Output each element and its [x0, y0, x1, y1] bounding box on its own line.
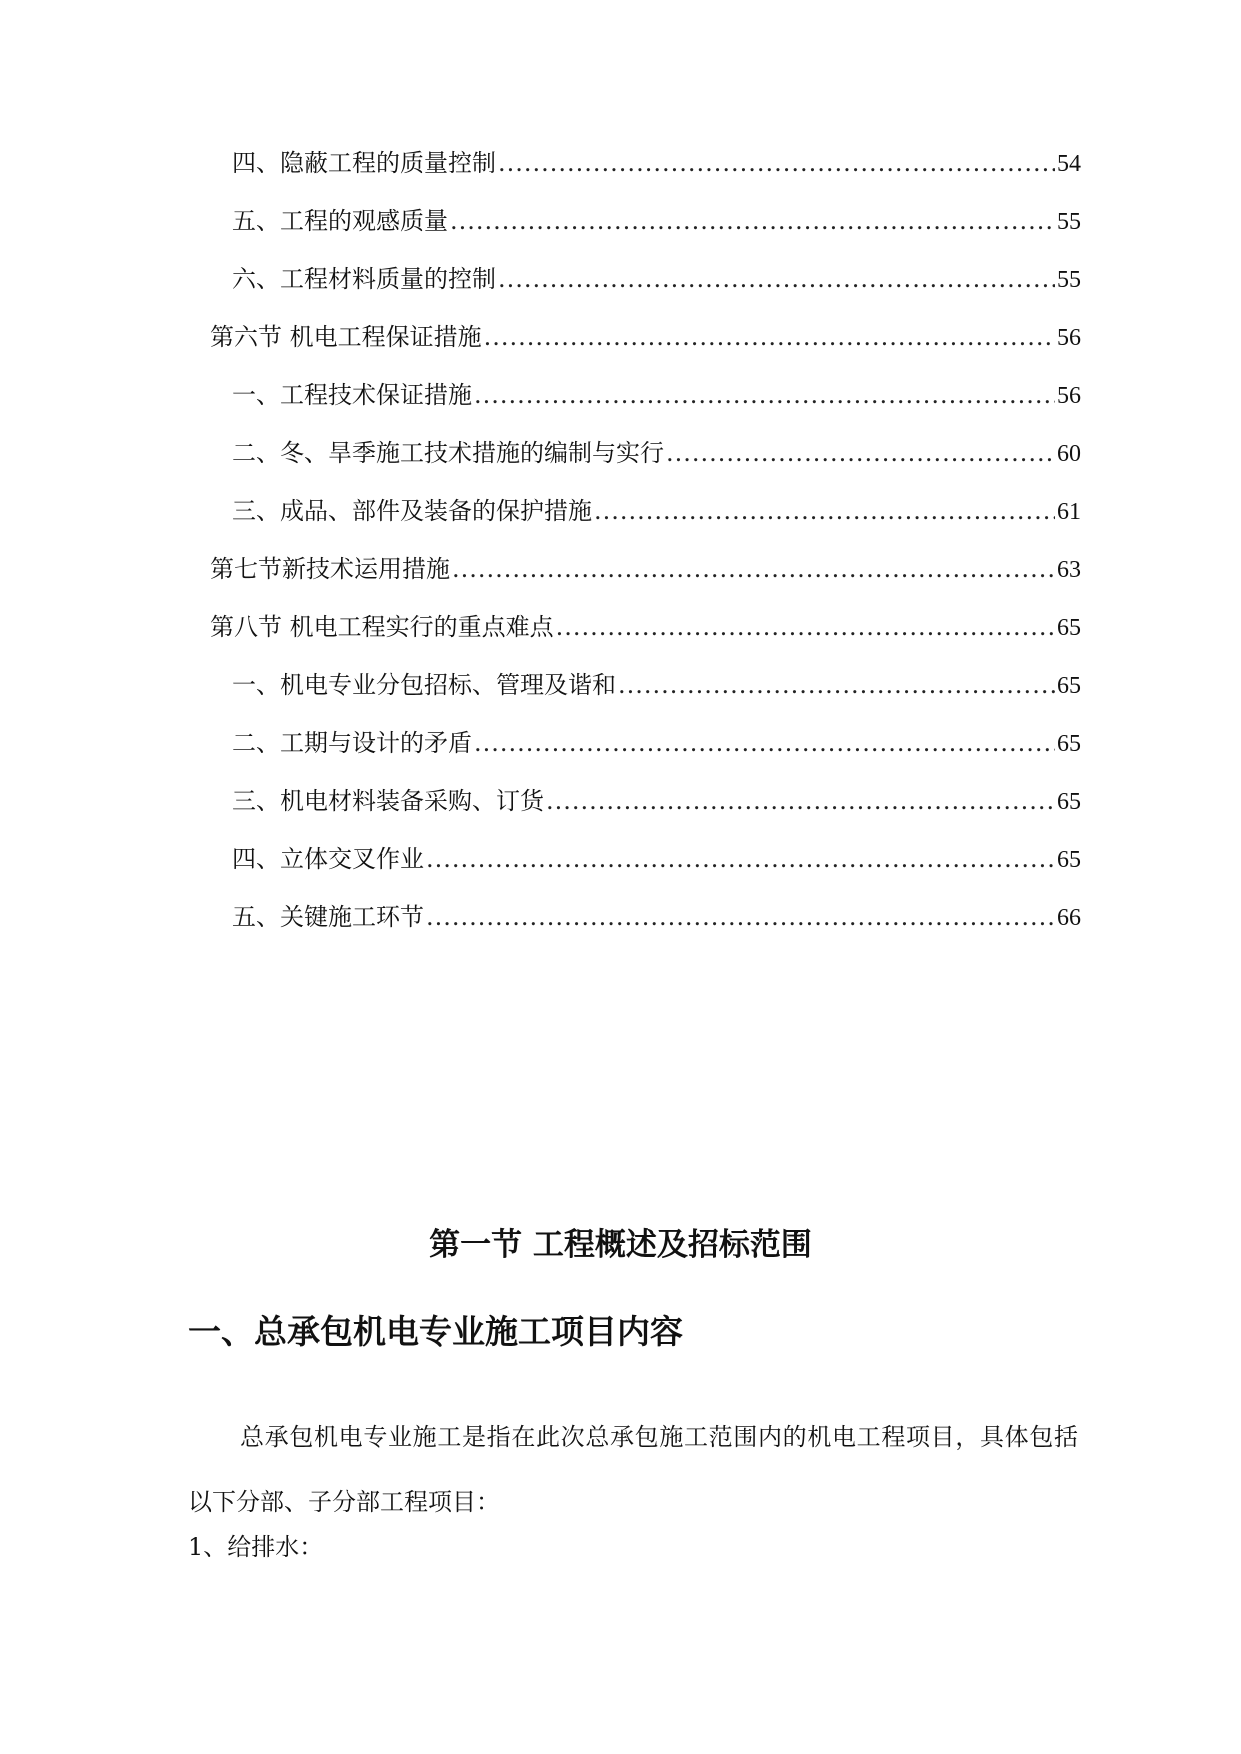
toc-entry-label: 第六节 机电工程保证措施: [210, 323, 482, 351]
toc-entry[interactable]: [232, 206, 1081, 237]
toc-entry[interactable]: [232, 786, 1081, 817]
toc-entry-label: 三、成品、部件及装备的保护措施: [232, 497, 592, 525]
subsection-title: 一、总承包机电专业施工项目内容: [188, 1312, 683, 1351]
toc-dot-leader: [484, 322, 1055, 352]
toc-page-number: 65: [1057, 789, 1081, 815]
toc-entry-label: 四、立体交叉作业: [232, 845, 424, 873]
toc-page-number: 65: [1057, 615, 1081, 641]
toc-dot-leader: [426, 902, 1055, 932]
toc-entry[interactable]: [232, 496, 1081, 527]
toc-page-number: 55: [1057, 267, 1081, 293]
toc-dot-leader: [474, 728, 1055, 758]
toc-dot-leader: [556, 612, 1055, 642]
toc-dot-leader: [594, 496, 1055, 526]
toc-dot-leader: [498, 264, 1055, 294]
toc-entry[interactable]: [210, 612, 1081, 643]
toc-entry-label: 一、工程技术保证措施: [232, 381, 472, 409]
toc-page-number: 61: [1057, 499, 1081, 525]
toc-entry[interactable]: [232, 902, 1081, 933]
toc-dot-leader: [426, 844, 1055, 874]
toc-entry-label: 五、工程的观感质量: [232, 207, 448, 235]
toc-page-number: 65: [1057, 673, 1081, 699]
toc-entry-label: 五、关键施工环节: [232, 903, 424, 931]
toc-entry-label: 二、工期与设计的矛盾: [232, 729, 472, 757]
toc-dot-leader: [452, 554, 1055, 584]
toc-entry-label: 第八节 机电工程实行的重点难点: [210, 613, 554, 641]
toc-page-number: 54: [1057, 151, 1081, 177]
toc-entry[interactable]: [210, 554, 1081, 585]
toc-entry[interactable]: [232, 844, 1081, 875]
toc-page-number: 55: [1057, 209, 1081, 235]
toc-entry-label: 二、冬、旱季施工技术措施的编制与实行: [232, 439, 664, 467]
toc-entry-label: 第七节新技术运用措施: [210, 555, 450, 583]
toc-entry[interactable]: [232, 380, 1081, 411]
toc-entry[interactable]: [232, 438, 1081, 469]
toc-entry-label: 六、工程材料质量的控制: [232, 265, 496, 293]
toc-entry-label: 四、隐蔽工程的质量控制: [232, 149, 496, 177]
toc-page-number: 65: [1057, 731, 1081, 757]
toc-entry[interactable]: [232, 728, 1081, 759]
toc-page-number: 60: [1057, 441, 1081, 467]
toc-entry[interactable]: [210, 322, 1081, 353]
body-paragraph: 总承包机电专业施工是指在此次总承包施工范围内的机电工程项目，具体包括以下分部、子分部工程项目：: [188, 1423, 1078, 1516]
toc-dot-leader: [666, 438, 1055, 468]
toc-entry-label: 三、机电材料装备采购、订货: [232, 787, 544, 815]
toc-entry[interactable]: [232, 670, 1081, 701]
list-item-heading: 1、给排水：: [188, 1533, 324, 1561]
toc-dot-leader: [498, 148, 1055, 178]
section-title: 第一节 工程概述及招标范围: [429, 1227, 812, 1263]
toc-entry[interactable]: [232, 148, 1081, 179]
toc-dot-leader: [618, 670, 1055, 700]
toc-entry-label: 一、机电专业分包招标、管理及谐和: [232, 671, 616, 699]
toc-entry[interactable]: [232, 264, 1081, 295]
toc-page-number: 56: [1057, 325, 1081, 351]
toc-page-number: 56: [1057, 383, 1081, 409]
toc-dot-leader: [474, 380, 1055, 410]
toc-page-number: 65: [1057, 847, 1081, 873]
toc-page-number: 63: [1057, 557, 1081, 583]
toc-page-number: 66: [1057, 905, 1081, 931]
toc-dot-leader: [546, 786, 1055, 816]
toc-dot-leader: [450, 206, 1055, 236]
